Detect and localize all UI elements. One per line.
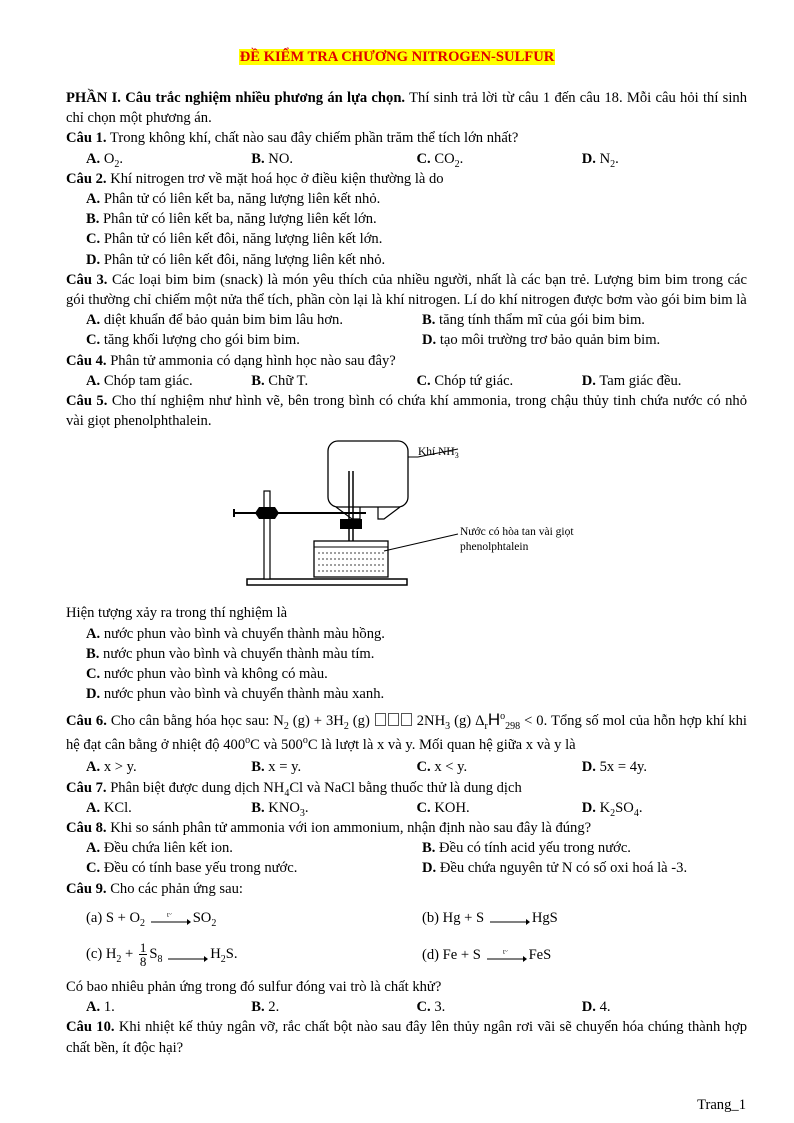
question-4-options xyxy=(66,371,747,391)
label-gas-nh3: Khí $NH_3$ xyxy=(418,446,459,461)
question-8-options-cd xyxy=(66,858,747,878)
question-6-options xyxy=(66,757,747,777)
equilibrium-arrow-icon xyxy=(375,713,386,726)
option-d: D. $N_2$. xyxy=(581,150,619,170)
flask xyxy=(328,441,408,507)
stand-base xyxy=(247,579,407,585)
reaction-a: (a) $S + O_2$ t° $SO_2$ xyxy=(86,909,217,929)
option-a: A. x > y. xyxy=(86,759,137,776)
option-c: C. nước phun vào bình và không có màu. xyxy=(86,666,328,683)
option-b: B. NO. xyxy=(251,150,294,167)
option-c: C. tăng khối lượng cho gói bim bim. xyxy=(86,332,300,349)
option-d: D. tạo môi trường trơ bảo quản bim bim. xyxy=(422,332,661,349)
option-a: A. Chóp tam giác. xyxy=(86,372,193,389)
question-2: Câu 2. Khí nitrogen trơ về mặt hoá học ở điều kiện thường là do xyxy=(66,170,444,187)
option-a: A. $O_2$. xyxy=(86,150,124,170)
svg-text:t°: t° xyxy=(166,913,172,920)
option-b: B. Phân tử có liên kết ba, năng lượng liên kết lớn. xyxy=(86,211,377,228)
option-c: C. $CO_2$. xyxy=(416,150,464,170)
ammonia-fountain-figure xyxy=(66,431,747,603)
question-9-stem: Có bao nhiêu phản ứng trong đó sulfur đóng vai trò là chất khử? xyxy=(66,978,442,995)
arrow-icon xyxy=(490,913,530,923)
leader-water xyxy=(384,534,458,551)
option-d: D. $K_2SO_4$. xyxy=(581,799,643,819)
part1-intro: PHẦN I. Câu trắc nghiệm nhiều phương án lựa chọn. Thí sinh trả lời từ câu 1 đến câu 18. Mỗi câu hỏi thí sinh chỉ chọn một phương án. xyxy=(66,90,747,127)
question-7-options xyxy=(66,798,747,818)
experiment-diagram xyxy=(66,431,747,603)
exam-title: ĐỀ KIỂM TRA CHƯƠNG NITROGEN-SULFUR xyxy=(239,49,555,65)
reaction-c: (c) $H_2$ + $\frac{1}{8}$ $S_8$ $H_2S$. xyxy=(86,940,238,970)
option-d: D. 4. xyxy=(581,999,611,1016)
option-b: B. Chữ T. xyxy=(251,372,309,389)
question-8: Câu 8. Khi so sánh phân tử ammonia với ion ammonium, nhận định nào sau đây là đúng? xyxy=(66,820,592,837)
question-8-options-ab xyxy=(66,838,747,858)
svg-text:t°: t° xyxy=(502,950,508,957)
option-b: B. Đều có tính acid yếu trong nước. xyxy=(422,840,631,857)
question-3-options-ab xyxy=(66,310,747,330)
label-water-line2: phenolphtalein xyxy=(460,541,529,554)
option-c: C. Chóp tứ giác. xyxy=(416,372,514,389)
fraction-one-eighth: $\frac{1}{8}$ xyxy=(139,940,147,970)
page-footer: Trang_1 xyxy=(697,1097,746,1113)
stand-rod xyxy=(264,491,270,579)
question-9-options xyxy=(66,997,747,1017)
question-5: Câu 5. Cho thí nghiệm như hình vẽ, bên trong bình có chứa khí ammonia, trong chậu thủy tinh chứa nước có nhỏ vài giọt phenolphthalein. xyxy=(66,393,747,430)
option-c: C. 3. xyxy=(416,999,446,1016)
option-c: C. Phân tử có liên kết đôi, năng lượng liên kết lớn. xyxy=(86,231,383,248)
option-b: B. tăng tính thẩm mĩ của gói bim bim. xyxy=(422,312,645,329)
option-a: A. diệt khuẩn để bảo quản bim bim lâu hơn. xyxy=(86,312,344,329)
option-a: A. Phân tử có liên kết ba, năng lượng liên kết nhỏ. xyxy=(86,191,381,208)
exam-content xyxy=(66,88,747,1058)
question-9: Câu 9. Cho các phản ứng sau: xyxy=(66,880,243,897)
option-d: D. nước phun vào bình và chuyển thành màu xanh. xyxy=(86,686,385,703)
question-10: Câu 10. Khi nhiệt kế thủy ngân vỡ, rắc chất bột nào sau đây lên thủy ngân rơi vãi sẽ chuyển hóa chúng thành hợp chất bền, ít độc hại? xyxy=(66,1019,747,1056)
option-b: B. $KNO_3$. xyxy=(251,799,309,819)
arrow-icon xyxy=(168,950,208,960)
heat-arrow-icon xyxy=(487,950,527,960)
question-4: Câu 4. Phân tử ammonia có dạng hình học nào sau đây? xyxy=(66,352,396,369)
clamp-knob xyxy=(255,507,279,519)
reactions-row-1 xyxy=(66,903,747,933)
question-1: Câu 1. Trong không khí, chất nào sau đây chiếm phần trăm thể tích lớn nhất? xyxy=(66,130,519,147)
option-c: C. KOH. xyxy=(416,799,470,816)
label-water-line1: Nước có hòa tan vài giọt xyxy=(460,526,574,539)
reactions-row-2 xyxy=(66,937,747,973)
option-d: D. Phân tử có liên kết đôi, năng lượng liên kết nhỏ. xyxy=(86,251,386,268)
option-b: B. 2. xyxy=(251,999,280,1016)
question-3-options-cd xyxy=(66,330,747,350)
option-a: A. 1. xyxy=(86,999,115,1016)
option-c: C. Đều có tính base yếu trong nước. xyxy=(86,860,298,877)
equilibrium-arrow-icon xyxy=(401,713,412,726)
question-6: Câu 6. Cho cân bằng hóa học sau: $N_2$ $(g) + 3H_2$ (g) $2NH_3$ (g) $\Delta_rH^o_{298} < 0$. Tổng số mol của hỗn hợp khí khi hệ đạt cân bằng ở nhiệt độ 400$^o$C và 500$^o$C là lượt là x và y. Mối quan hệ giữa x và y là xyxy=(66,710,747,754)
heat-arrow-icon xyxy=(151,913,191,923)
option-b: B. nước phun vào bình và chuyển thành màu tím. xyxy=(86,645,375,662)
stopper xyxy=(340,519,362,529)
question-3: Câu 3. Các loại bim bim (snack) là món yêu thích của nhiều người, nhất là các bạn trẻ. Lượng bim bim trong các gói thường chỉ chiếm một nửa thể tích, phần còn lại là khí nitrogen. Lí do khí nitrogen được bơm vào gói bim bim là xyxy=(66,271,748,309)
option-d: D. Đều chứa nguyên tử N có số oxi hoá là -3. xyxy=(422,860,688,877)
question-1-options xyxy=(66,149,747,169)
reaction-b: (b) Hg + S HgS xyxy=(422,909,558,926)
option-d: D. 5x = 4y. xyxy=(581,759,648,776)
option-a: A. nước phun vào bình và chuyển thành màu hồng. xyxy=(86,625,385,642)
option-c: C. x < y. xyxy=(416,759,468,776)
option-a: A. Đều chứa liên kết ion. xyxy=(86,840,233,857)
question-7: Câu 7. Phân biệt được dung dịch $NH_4Cl$ và NaCl bằng thuốc thử là dung dịch xyxy=(66,779,522,799)
equilibrium-arrow-icon xyxy=(388,713,399,726)
option-d: D. Tam giác đều. xyxy=(581,372,682,389)
reaction-d: (d) Fe + S t° FeS xyxy=(422,946,552,963)
option-a: A. KCl. xyxy=(86,799,132,816)
option-b: B. x = y. xyxy=(251,759,302,776)
question-5-stem: Hiện tượng xảy ra trong thí nghiệm là xyxy=(66,605,288,622)
